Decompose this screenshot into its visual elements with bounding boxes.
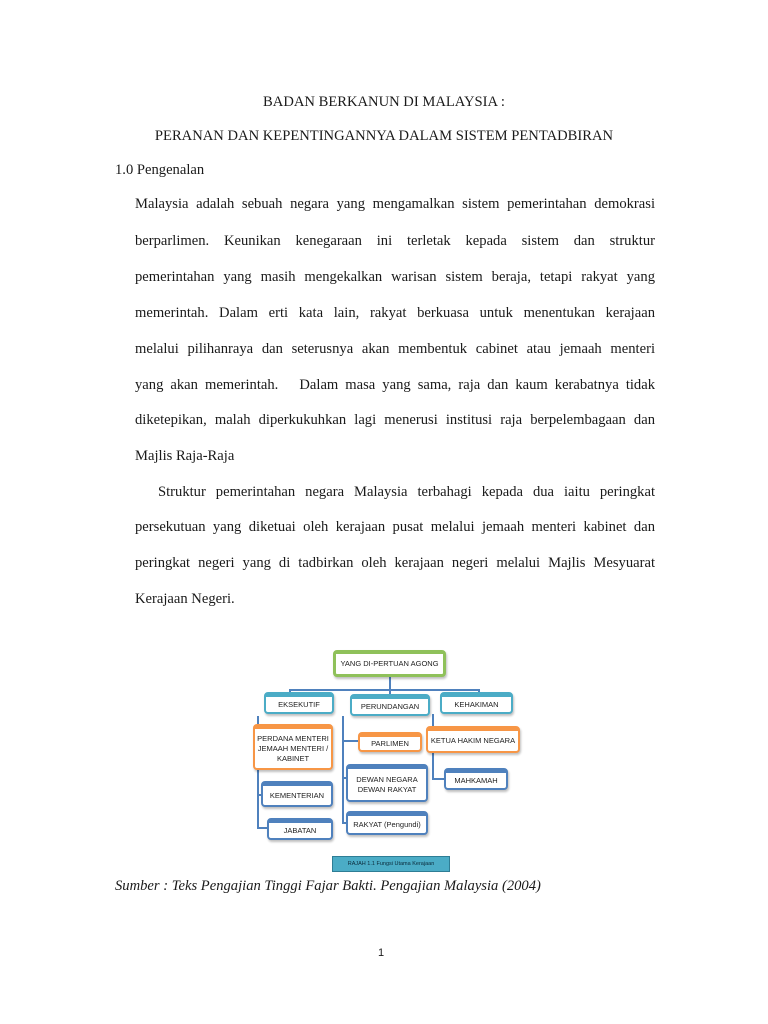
paragraph-line: melalui pilihanraya dan seterusnya akan membentuk cabinet atau jemaah menteri [135, 341, 655, 357]
connector-line [432, 778, 444, 780]
paragraph-line: yang akan memerintah. Dalam masa yang sama, raja dan kaum kerabatnya tidak [135, 377, 655, 393]
box-mahkamah: MAHKAMAH [444, 768, 508, 790]
paragraph-line: peringkat negeri yang di tadbirkan oleh kerajaan negeri melalui Majlis Mesyuarat [135, 555, 655, 571]
box-rakyat: RAKYAT (Pengundi) [346, 811, 428, 835]
box-perundangan: PERUNDANGAN [350, 694, 430, 716]
document-title: BADAN BERKANUN DI MALAYSIA : [263, 94, 505, 110]
box-kementerian: KEMENTERIAN [261, 781, 333, 807]
paragraph-line: Malaysia adalah sebuah negara yang mengamalkan sistem pemerintahan demokrasi [135, 196, 655, 212]
box-ketua-hakim-negara: KETUA HAKIM NEGARA [426, 726, 520, 753]
section-heading: 1.0 Pengenalan [115, 162, 205, 178]
document-subtitle: PERANAN DAN KEPENTINGANNYA DALAM SISTEM PENTADBIRAN [154, 128, 614, 144]
page-number: 1 [378, 947, 385, 959]
paragraph-line: berparlimen. Keunikan kenegaraan ini terletak kepada sistem dan struktur [135, 233, 655, 249]
connector-line [342, 716, 344, 824]
figure-caption: RAJAH 1.1 Fungsi Utama Kerajaan [332, 856, 450, 872]
box-yang-dipertuan-agong: YANG DI-PERTUAN AGONG [333, 650, 446, 677]
box-jabatan: JABATAN [267, 818, 333, 840]
source-citation: Sumber : Teks Pengajian Tinggi Fajar Bakti. Pengajian Malaysia (2004) [115, 878, 541, 894]
paragraph-line: diketepikan, malah diperkukuhkan lagi menerusi institusi raja berpelembagaan dan [135, 412, 655, 428]
connector-line [342, 740, 358, 742]
connector-line [289, 689, 479, 691]
paragraph-line: persekutuan yang diketuai oleh kerajaan pusat melalui jemaah menteri kabinet dan [135, 519, 655, 535]
box-kehakiman: KEHAKIMAN [440, 692, 513, 714]
paragraph-line: Majlis Raja-Raja [135, 448, 235, 464]
paragraph-line: memerintah. Dalam erti kata lain, rakyat berkuasa untuk menentukan kerajaan [135, 305, 655, 321]
connector-line [257, 827, 267, 829]
box-dewan: DEWAN NEGARA DEWAN RAKYAT [346, 764, 428, 802]
paragraph-line: Struktur pemerintahan negara Malaysia terbahagi kepada dua iaitu peringkat [158, 484, 655, 500]
box-parlimen: PARLIMEN [358, 732, 422, 752]
box-eksekutif: EKSEKUTIF [264, 692, 334, 714]
box-perdana-menteri: PERDANA MENTERI JEMAAH MENTERI / KABINET [253, 724, 333, 770]
paragraph-line: pemerintahan yang masih mengekalkan warisan sistem beraja, tetapi rakyat yang [135, 269, 655, 285]
paragraph-line: Kerajaan Negeri. [135, 591, 235, 607]
